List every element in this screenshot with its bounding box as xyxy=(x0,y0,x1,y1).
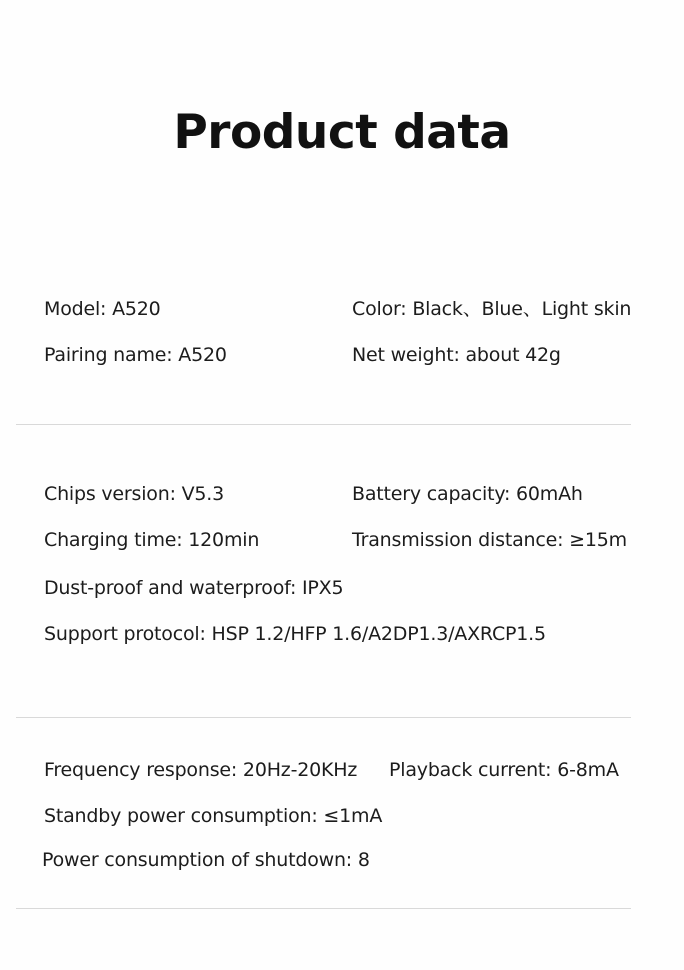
spec-dust-waterproof: Dust-proof and waterproof: IPX5 xyxy=(44,577,344,599)
section-divider xyxy=(16,717,631,718)
spec-frequency-response: Frequency response: 20Hz-20KHz xyxy=(44,759,358,781)
spec-shutdown-power: Power consumption of shutdown: 8 xyxy=(42,849,370,871)
spec-net-weight: Net weight: about 42g xyxy=(352,344,561,366)
spec-support-protocol: Support protocol: HSP 1.2/HFP 1.6/A2DP1.3/AXRCP1.5 xyxy=(44,623,546,645)
spec-pairing-name: Pairing name: A520 xyxy=(44,344,227,366)
spec-model: Model: A520 xyxy=(44,298,161,320)
spec-charging-time: Charging time: 120min xyxy=(44,529,260,551)
spec-transmission-distance: Transmission distance: ≥15m xyxy=(352,529,627,551)
section-divider xyxy=(16,424,631,425)
spec-battery-capacity: Battery capacity: 60mAh xyxy=(352,483,583,505)
spec-color: Color: Black、Blue、Light skin xyxy=(352,298,632,320)
spec-playback-current: Playback current: 6-8mA xyxy=(389,759,619,781)
spec-chips-version: Chips version: V5.3 xyxy=(44,483,225,505)
page-title: Product data xyxy=(173,105,511,160)
section-divider xyxy=(16,908,631,909)
spec-standby-power: Standby power consumption: ≤1mA xyxy=(44,805,383,827)
